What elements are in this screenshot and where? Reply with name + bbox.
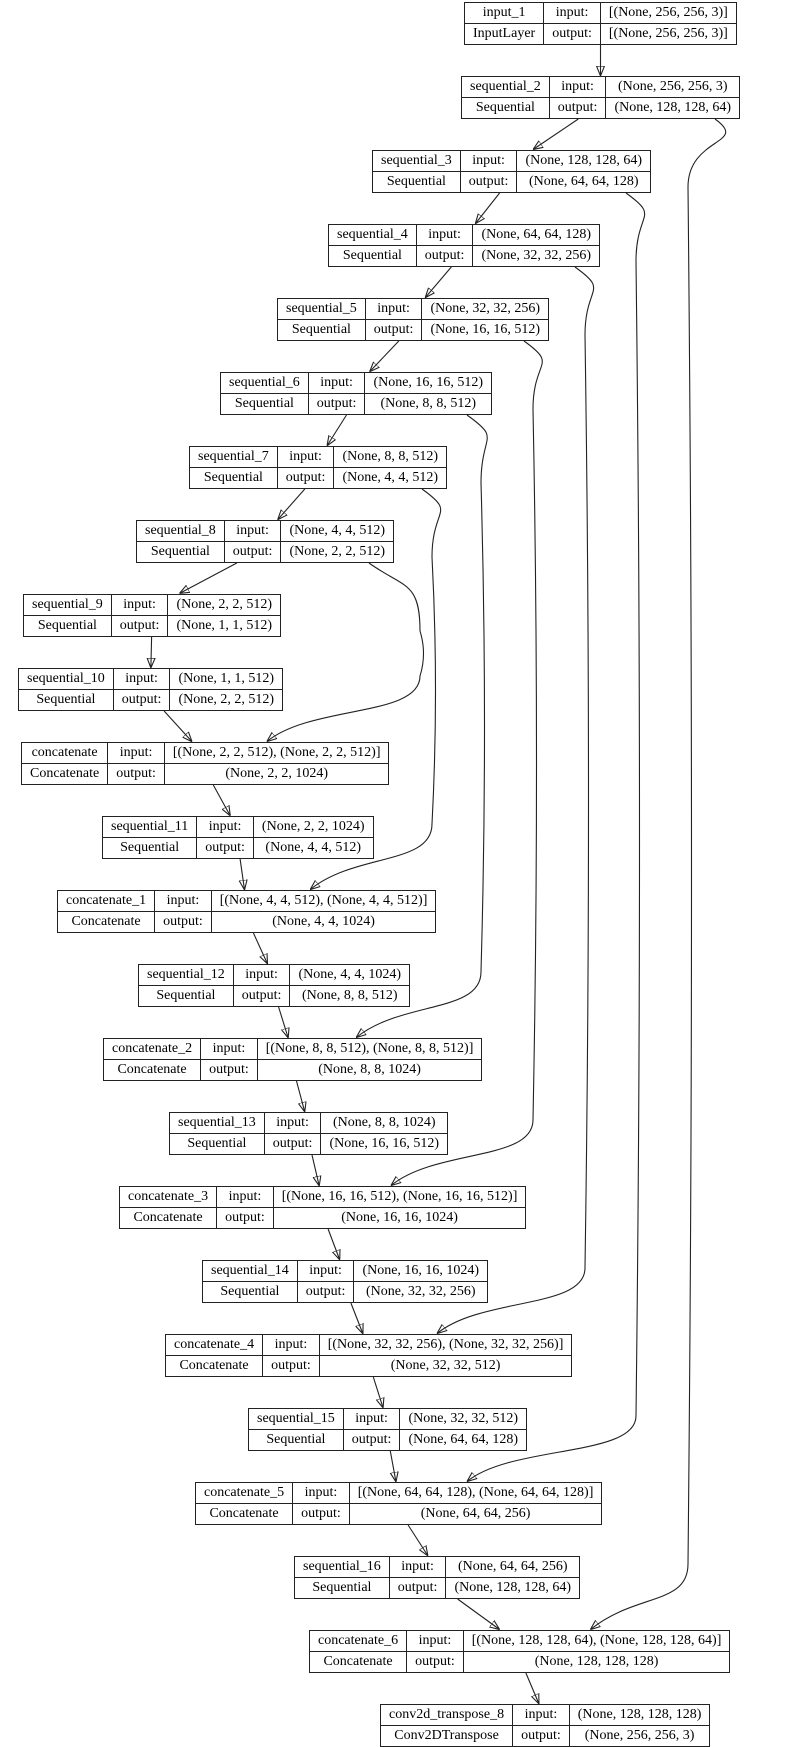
layer-type: Sequential [170, 1134, 265, 1154]
layer-name: sequential_8 [137, 521, 225, 542]
layer-name: sequential_6 [221, 373, 309, 394]
layer-type: Sequential [329, 246, 417, 266]
layer-type: Sequential [295, 1578, 390, 1598]
node-sequential_3 [372, 150, 651, 193]
input-shape: (None, 16, 16, 512) [365, 373, 491, 394]
io-label-output: output: [407, 1652, 464, 1672]
io-label-input: input: [217, 1187, 274, 1208]
layer-type: Concatenate [22, 764, 108, 784]
output-shape: (None, 8, 8, 512) [301, 988, 398, 1003]
io-label-input: input: [263, 1335, 320, 1356]
layer-type: Concatenate [196, 1504, 293, 1524]
output-shape: (None, 2, 2, 512) [289, 544, 386, 559]
io-label-output: output: [344, 1430, 401, 1450]
layer-type: Sequential [373, 172, 461, 192]
layer-name: concatenate_6 [310, 1631, 407, 1652]
layer-type: Sequential [278, 320, 366, 340]
input-shape: (None, 2, 2, 1024) [254, 817, 373, 838]
edge-sequential_5-to-sequential_6 [370, 341, 399, 371]
edge-sequential_12-to-concatenate_2 [279, 1007, 288, 1037]
input-shape: [(None, 64, 64, 128), (None, 64, 64, 128)] [350, 1483, 602, 1504]
layer-name: sequential_3 [373, 151, 461, 172]
input-shape: (None, 64, 64, 128) [473, 225, 599, 246]
node-sequential_11 [102, 816, 374, 859]
output-shape: (None, 4, 4, 1024) [272, 914, 375, 929]
output-shape: (None, 2, 2, 1024) [225, 766, 328, 781]
io-label-input: input: [225, 521, 282, 542]
layer-name: sequential_16 [295, 1557, 390, 1578]
io-label-input: input: [298, 1261, 355, 1282]
layer-name: sequential_11 [103, 817, 197, 838]
layer-type: Sequential [103, 838, 197, 858]
io-label-input: input: [293, 1483, 350, 1504]
io-label-output: output: [417, 246, 474, 266]
edge-concatenate_2-to-sequential_13 [297, 1081, 305, 1111]
node-input_1 [464, 2, 737, 45]
edge-sequential_4-to-concatenate_4 [438, 267, 594, 1333]
io-label-input: input: [114, 669, 171, 690]
layer-name: sequential_15 [249, 1409, 344, 1430]
edge-sequential_4-to-sequential_5 [426, 267, 452, 297]
io-label-output: output: [197, 838, 254, 858]
layer-type: Conv2DTranspose [381, 1726, 513, 1746]
output-shape: (None, 16, 16, 512) [329, 1136, 440, 1151]
output-shape: (None, 16, 16, 1024) [341, 1210, 458, 1225]
io-label-output: output: [217, 1208, 274, 1228]
edge-sequential_13-to-concatenate_3 [312, 1155, 319, 1185]
output-shape: (None, 128, 128, 128) [534, 1654, 659, 1669]
io-label-output: output: [293, 1504, 350, 1524]
edge-sequential_3-to-sequential_4 [476, 193, 500, 223]
layer-type: Sequential [190, 468, 278, 488]
edge-sequential_3-to-concatenate_5 [468, 193, 645, 1481]
edge-sequential_7-to-sequential_8 [278, 489, 305, 519]
layer-name: sequential_4 [329, 225, 417, 246]
layer-type: Sequential [24, 616, 112, 636]
node-sequential_14 [202, 1260, 488, 1303]
layer-type: Sequential [221, 394, 309, 414]
node-sequential_9 [23, 594, 281, 637]
input-shape: [(None, 128, 128, 64), (None, 128, 128, 64)] [464, 1631, 730, 1652]
io-label-output: output: [309, 394, 366, 414]
input-shape: (None, 1, 1, 512) [170, 669, 282, 690]
io-label-input: input: [112, 595, 169, 616]
node-concatenate_2 [103, 1038, 482, 1081]
io-label-input: input: [544, 3, 601, 24]
layer-type: Sequential [137, 542, 225, 562]
layer-type: InputLayer [465, 24, 544, 44]
io-label-output: output: [112, 616, 169, 636]
edge-sequential_16-to-concatenate_6 [458, 1599, 499, 1629]
node-sequential_7 [189, 446, 447, 489]
input-shape: [(None, 16, 16, 512), (None, 16, 16, 512)] [274, 1187, 526, 1208]
io-label-input: input: [234, 965, 291, 986]
io-label-input: input: [278, 447, 335, 468]
layer-name: sequential_14 [203, 1261, 298, 1282]
output-shape: (None, 64, 64, 128) [528, 174, 639, 189]
node-sequential_15 [248, 1408, 527, 1451]
io-label-input: input: [155, 891, 212, 912]
edge-concatenate_5-to-sequential_16 [408, 1525, 427, 1555]
io-label-output: output: [550, 98, 607, 118]
input-shape: (None, 256, 256, 3) [606, 77, 739, 98]
io-label-input: input: [550, 77, 607, 98]
layer-type: Concatenate [166, 1356, 263, 1376]
node-concatenate_3 [119, 1186, 526, 1229]
input-shape: (None, 2, 2, 512) [168, 595, 280, 616]
io-label-input: input: [390, 1557, 447, 1578]
layer-name: concatenate_2 [104, 1039, 201, 1060]
node-sequential_6 [220, 372, 492, 415]
layer-name: sequential_9 [24, 595, 112, 616]
output-shape: (None, 32, 32, 512) [390, 1358, 501, 1373]
io-label-input: input: [201, 1039, 258, 1060]
input-shape: (None, 16, 16, 1024) [354, 1261, 487, 1282]
input-shape: (None, 128, 128, 128) [570, 1705, 710, 1726]
io-label-input: input: [309, 373, 366, 394]
output-shape: (None, 32, 32, 256) [365, 1284, 476, 1299]
input-shape: (None, 128, 128, 64) [517, 151, 650, 172]
edge-concatenate_4-to-sequential_15 [373, 1377, 383, 1407]
layer-type: Sequential [203, 1282, 298, 1302]
layer-name: concatenate_1 [58, 891, 155, 912]
input-shape: [(None, 2, 2, 512), (None, 2, 2, 512)] [165, 743, 389, 764]
io-label-input: input: [417, 225, 474, 246]
io-label-input: input: [407, 1631, 464, 1652]
layer-name: concatenate [22, 743, 108, 764]
layer-name: concatenate_4 [166, 1335, 263, 1356]
io-label-output: output: [461, 172, 518, 192]
io-label-input: input: [108, 743, 165, 764]
layer-name: sequential_5 [278, 299, 366, 320]
layer-type: Sequential [462, 98, 550, 118]
edge-sequential_6-to-concatenate_2 [357, 415, 487, 1037]
node-concatenate_1 [57, 890, 436, 933]
io-label-input: input: [265, 1113, 322, 1134]
output-shape: (None, 8, 8, 512) [380, 396, 477, 411]
edge-concatenate_1-to-sequential_12 [253, 933, 267, 963]
input-shape: (None, 4, 4, 1024) [290, 965, 409, 986]
edge-concatenate-to-sequential_11 [213, 785, 230, 815]
edge-sequential_10-to-concatenate [164, 711, 191, 741]
layer-name: sequential_12 [139, 965, 234, 986]
input-shape: (None, 8, 8, 512) [334, 447, 446, 468]
node-sequential_8 [136, 520, 394, 563]
node-sequential_4 [328, 224, 600, 267]
edge-concatenate_6-to-conv2d_transpose_8 [526, 1673, 539, 1703]
io-label-input: input: [344, 1409, 401, 1430]
edge-sequential_9-to-sequential_10 [151, 637, 152, 667]
edge-sequential_2-to-sequential_3 [534, 119, 579, 149]
node-sequential_10 [18, 668, 283, 711]
edge-sequential_14-to-concatenate_4 [351, 1303, 363, 1333]
output-shape: (None, 128, 128, 64) [614, 100, 732, 115]
layer-type: Sequential [19, 690, 114, 710]
layer-name: input_1 [465, 3, 544, 24]
input-shape: (None, 64, 64, 256) [446, 1557, 579, 1578]
input-shape: [(None, 8, 8, 512), (None, 8, 8, 512)] [258, 1039, 482, 1060]
io-label-output: output: [114, 690, 171, 710]
io-label-output: output: [513, 1726, 570, 1746]
io-label-output: output: [265, 1134, 322, 1154]
io-label-input: input: [197, 817, 254, 838]
io-label-output: output: [263, 1356, 320, 1376]
output-shape: (None, 16, 16, 512) [430, 322, 541, 337]
output-shape: (None, 64, 64, 128) [408, 1432, 519, 1447]
output-shape: (None, 256, 256, 3) [584, 1728, 695, 1743]
node-concatenate_6 [309, 1630, 730, 1673]
input-shape: [(None, 256, 256, 3)] [601, 3, 736, 24]
output-shape: (None, 64, 64, 256) [420, 1506, 531, 1521]
node-concatenate_4 [165, 1334, 572, 1377]
node-sequential_13 [169, 1112, 448, 1155]
layer-name: sequential_2 [462, 77, 550, 98]
edge-sequential_8-to-concatenate [268, 563, 424, 741]
io-label-output: output: [225, 542, 282, 562]
input-shape: (None, 4, 4, 512) [281, 521, 393, 542]
input-shape: [(None, 4, 4, 512), (None, 4, 4, 512)] [212, 891, 436, 912]
edge-sequential_11-to-concatenate_1 [240, 859, 244, 889]
node-sequential_16 [294, 1556, 580, 1599]
io-label-output: output: [278, 468, 335, 488]
io-label-output: output: [155, 912, 212, 932]
layer-name: concatenate_5 [196, 1483, 293, 1504]
io-label-output: output: [544, 24, 601, 44]
layer-name: sequential_13 [170, 1113, 265, 1134]
io-label-output: output: [108, 764, 165, 784]
node-concatenate [21, 742, 389, 785]
output-shape: (None, 32, 32, 256) [481, 248, 592, 263]
layer-name: sequential_7 [190, 447, 278, 468]
edge-sequential_8-to-sequential_9 [180, 563, 237, 593]
output-shape: [(None, 256, 256, 3)] [608, 26, 728, 41]
io-label-output: output: [298, 1282, 355, 1302]
output-shape: (None, 4, 4, 512) [265, 840, 362, 855]
io-label-input: input: [513, 1705, 570, 1726]
layer-type: Sequential [249, 1430, 344, 1450]
layer-name: concatenate_3 [120, 1187, 217, 1208]
layer-type: Concatenate [120, 1208, 217, 1228]
input-shape: (None, 32, 32, 256) [422, 299, 548, 320]
output-shape: (None, 128, 128, 64) [454, 1580, 572, 1595]
node-sequential_12 [138, 964, 410, 1007]
layer-name: sequential_10 [19, 669, 114, 690]
output-shape: (None, 4, 4, 512) [342, 470, 439, 485]
output-shape: (None, 1, 1, 512) [176, 618, 273, 633]
layer-type: Concatenate [104, 1060, 201, 1080]
layer-type: Sequential [139, 986, 234, 1006]
output-shape: (None, 2, 2, 512) [178, 692, 275, 707]
io-label-output: output: [366, 320, 423, 340]
node-sequential_2 [461, 76, 740, 119]
input-shape: [(None, 32, 32, 256), (None, 32, 32, 256)] [320, 1335, 572, 1356]
edge-concatenate_3-to-sequential_14 [328, 1229, 339, 1259]
io-label-input: input: [366, 299, 423, 320]
input-shape: (None, 32, 32, 512) [400, 1409, 526, 1430]
node-conv2d_transpose_8 [380, 1704, 710, 1747]
io-label-input: input: [461, 151, 518, 172]
edge-sequential_2-to-concatenate_6 [591, 119, 726, 1629]
input-shape: (None, 8, 8, 1024) [321, 1113, 447, 1134]
layer-type: Concatenate [310, 1652, 407, 1672]
io-label-output: output: [201, 1060, 258, 1080]
layer-type: Concatenate [58, 912, 155, 932]
io-label-output: output: [390, 1578, 447, 1598]
layer-name: conv2d_transpose_8 [381, 1705, 513, 1726]
io-label-output: output: [234, 986, 291, 1006]
node-sequential_5 [277, 298, 549, 341]
edge-sequential_15-to-concatenate_5 [390, 1451, 396, 1481]
edge-sequential_6-to-sequential_7 [328, 415, 347, 445]
node-concatenate_5 [195, 1482, 602, 1525]
output-shape: (None, 8, 8, 1024) [318, 1062, 421, 1077]
